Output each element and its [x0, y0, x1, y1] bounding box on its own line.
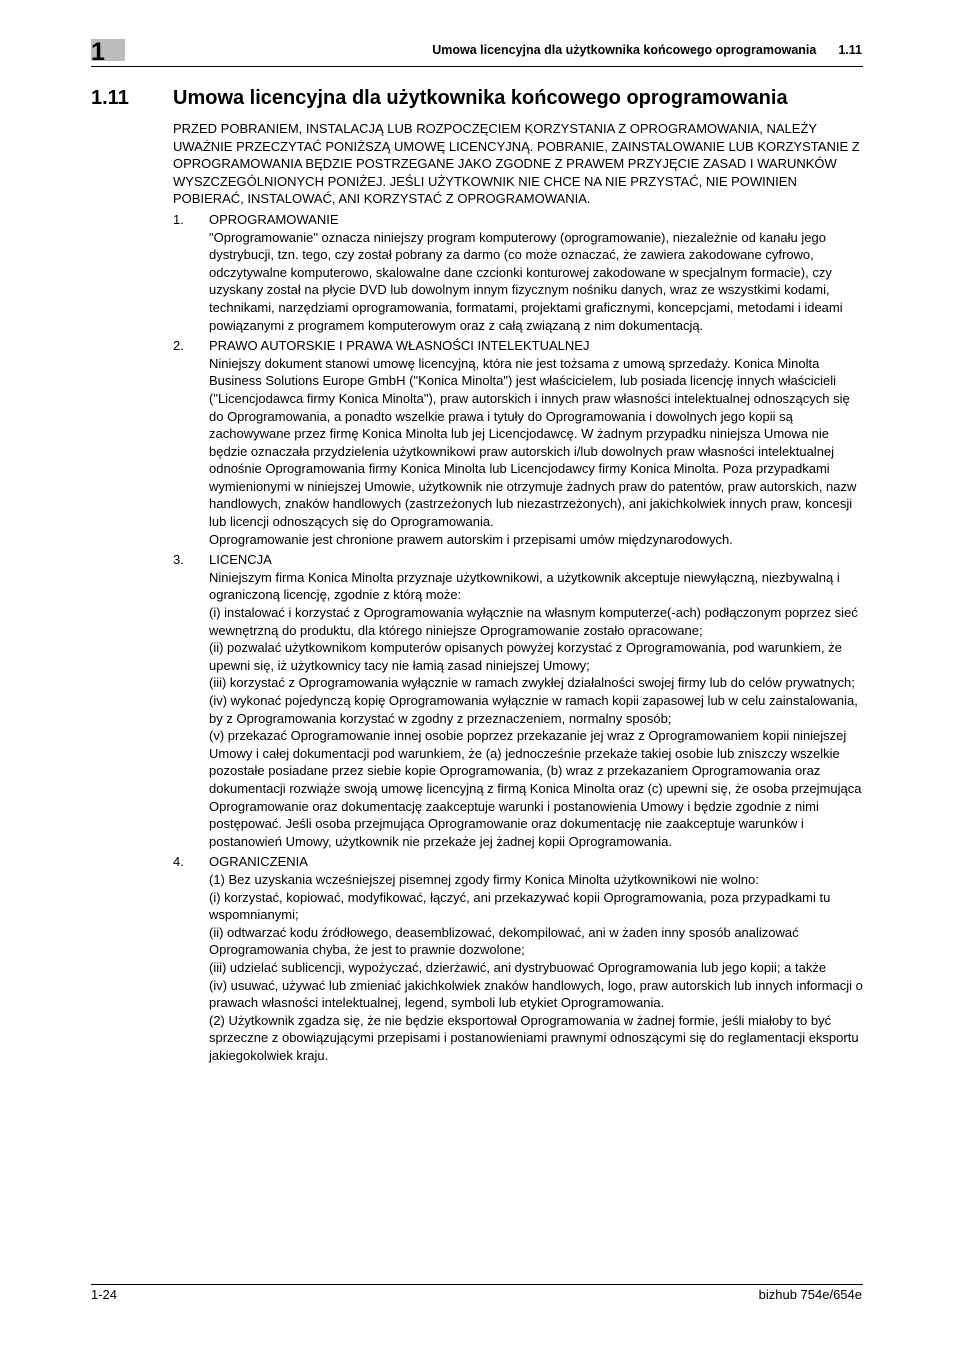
clause-4	[173, 853, 865, 1064]
page-number: 1-24	[91, 1287, 118, 1302]
running-title: Umowa licencyjna dla użytkownika końcowego oprogramowania	[432, 43, 817, 57]
clause-2	[173, 337, 865, 548]
clause-heading: OGRANICZENIA	[209, 854, 308, 870]
clause-paragraph: (ii) odtwarzać kodu źródłowego, deasemblizować, dekompilować, ani w żaden inny sposób analizować Oprogramowania chyba, że jest to prawnie dozwolone;	[209, 924, 799, 958]
section-number: 1.11	[91, 87, 129, 109]
clause-paragraph: "Oprogramowanie" oznacza niniejszy program komputerowy (oprogramowanie), niezależnie od kanału jego dystrybucji, tzn. tego, czy został pobrany za darmo (co może oznaczać, że zawiera zakodowane cyfrowo, odczytywalne komputerowo, skalowalne dane czcionki konturowej zakodowane w specjalnym formacie), czy uzyskany został na płycie DVD lub dowolnym innym fizycznym nośniku danych, wraz ze wszystkimi kodami, technikami, narzędziami oprogramowania, formatami, projektami graficznymi, koncepcjami, metodami i ideami powiązanymi z programem komputerowym oraz z całą związaną z nim dokumentacją.	[209, 229, 843, 333]
clause-paragraph: (2) Użytkownik zgadza się, że nie będzie eksportował Oprogramowania w żadnej formie, jeśli miałoby to być sprzeczne z obowiązującymi przepisami i postanowieniami prawnymi odnoszącymi się do reglamentacji eksportu jakiegokolwiek kraju.	[209, 1012, 859, 1063]
clause-paragraph: (iii) korzystać z Oprogramowania wyłącznie w ramach zwykłej działalności swojej firmy lub do celów prywatnych;	[209, 675, 855, 691]
clause-paragraph: (iv) usuwać, używać lub zmieniać jakichkolwiek znaków handlowych, logo, praw autorskich lub innych informacji o prawach własności intelektualnej, legend, symboli lub etykiet Oprogramowania.	[209, 977, 863, 1011]
clause-number: 2.	[173, 338, 184, 354]
clause-3	[173, 551, 865, 850]
header-divider	[91, 66, 863, 67]
footer-divider	[91, 1284, 863, 1285]
clause-paragraph: Niniejszym firma Konica Minolta przyznaje użytkownikowi, a użytkownik akceptuje niewyłączną, niezbywalną i ograniczoną licencję, zgodnie z którą może:	[209, 569, 840, 603]
clause-paragraph: (iii) udzielać sublicencji, wypożyczać, dzierżawić, ani dystrybuować Oprogramowania lub jego kopii; a także	[209, 959, 827, 975]
running-header	[432, 42, 862, 58]
product-model: bizhub 754e/654e	[758, 1287, 862, 1302]
section-heading	[91, 84, 788, 112]
clause-1	[173, 211, 865, 334]
clause-paragraph: Niniejszy dokument stanowi umowę licencyjną, która nie jest tożsama z umową sprzedaży. Konica Minolta Business Solutions Europe GmbH ("Konica Minolta") jest właścicielem, lub posiada licencję innych właścicieli ("Licencjodawca firmy Konica Minolta"), praw autorskich i innych praw własności intelektualnej odnoszących się do Oprogramowania, a ponadto wszelkie prawa i tytuły do Oprogramowania i dowolnych jego kopii są zachowywane przez firmę Konica Minolta lub jej Licencjodawcę. W żadnym przypadku niniejsza Umowa nie będzie oznaczała przydzielenia użytkownikowi praw autorskich i/lub dowolnych praw własności intelektualnej odnośnie Oprogramowania firmy Konica Minolta lub Licencjodawcy firmy Konica Minolta. Poza przypadkami wymienionymi w niniejszej Umowie, użytkownik nie otrzymuje żadnych praw do patentów, praw autorskich, nazw handlowych, znaków handlowych (zastrzeżonych lub niezastrzeżonych), ani jakichkolwiek innych praw, koncesji lub licencji odnoszących się do Oprogramowania.	[209, 355, 857, 530]
clause-paragraph: (iv) wykonać pojedynczą kopię Oprogramowania wyłącznie w ramach kopii zapasowej lub w celu zainstalowania, by z Oprogramowania korzystać w zgodny z przeznaczeniem, normalny sposób;	[209, 693, 858, 726]
document-body	[173, 120, 865, 1064]
clause-heading: LICENCJA	[209, 552, 272, 568]
clause-paragraph: (i) korzystać, kopiować, modyfikować, łączyć, ani przekazywać kopii Oprogramowania, poza przypadkami tu wspomnianymi;	[209, 889, 831, 923]
clause-paragraph: (1) Bez uzyskania wcześniejszej pisemnej zgody firmy Konica Minolta użytkownikowi nie wolno:	[209, 871, 759, 887]
intro-paragraph: PRZED POBRANIEM, INSTALACJĄ LUB ROZPOCZĘCIEM KORZYSTANIA Z OPROGRAMOWANIA, NALEŻY UWAŻNIE PRZECZYTAĆ PONIŻSZĄ UMOWĘ LICENCYJNĄ. POBRANIE, ZAINSTALOWANIE LUB KORZYSTANIE Z OPROGRAMOWANIA BĘDZIE POSTRZEGANE JAKO ZGODNE Z PRAWEM PRZYJĘCIE ZASAD I WARUNKÓW WYSZCZEGÓLNIONYCH PONIŻEJ. JEŚLI UŻYTKOWNIK NIE CHCE NA NIE PRZYSTAĆ, NIE POWINIEN POBIERAĆ, INSTALOWAĆ, ANI KORZYSTAĆ Z OPROGRAMOWANIA.	[173, 121, 860, 207]
section-title: Umowa licencyjna dla użytkownika końcowego oprogramowania	[173, 87, 788, 109]
running-section-number: 1.11	[838, 43, 862, 57]
clause-paragraph: (i) instalować i korzystać z Oprogramowania wyłącznie na własnym komputerze(-ach) podłączonym poprzez sieć wewnętrzną do produktu, dla którego niniejsze Oprogramowanie zostało opracowane;	[209, 605, 858, 638]
clause-heading: OPROGRAMOWANIE	[209, 211, 339, 227]
clause-paragraph: Oprogramowanie jest chronione prawem autorskim i przepisami umów międzynarodowych.	[209, 531, 733, 547]
clause-paragraph: (ii) pozwalać użytkownikom komputerów opisanych powyżej korzystać z Oprogramowania, pod warunkiem, że upewni się, iż użytkownicy tacy nie łamią zasad niniejszej Umowy;	[209, 640, 842, 673]
clause-heading: PRAWO AUTORSKIE I PRAWA WŁASNOŚCI INTELEKTUALNEJ	[209, 338, 590, 354]
chapter-number: 1	[91, 38, 105, 66]
clause-number: 1.	[173, 211, 184, 227]
clause-paragraph: (v) przekazać Oprogramowanie innej osobie poprzez przekazanie jej wraz z Oprogramowaniem kopii niniejszej Umowy i całej dokumentacji pod warunkiem, że (a) jednocześnie przekaże takiej osobie lub zniszczy wszelkie pozostałe posiadane przez siebie kopie Oprogramowania, (b) wraz z przekazaniem Oprogramowania oraz dokumentacji rozwiąże swoją umowę licencyjną z firmą Konica Minolta oraz (c) upewni się, że osoba przejmująca Oprogramowanie oraz dokumentację zaakceptuje warunki i postanowienia Umowy i będzie zgodnie z nimi postępować. Jeśli osoba przejmująca Oprogramowanie oraz dokumentację nie zaakceptuje warunków i postanowień Umowy, użytkownik nie przekaże jej żadnej kopii Oprogramowania.	[209, 728, 862, 849]
clause-number: 4.	[173, 854, 184, 870]
clause-number: 3.	[173, 552, 184, 568]
